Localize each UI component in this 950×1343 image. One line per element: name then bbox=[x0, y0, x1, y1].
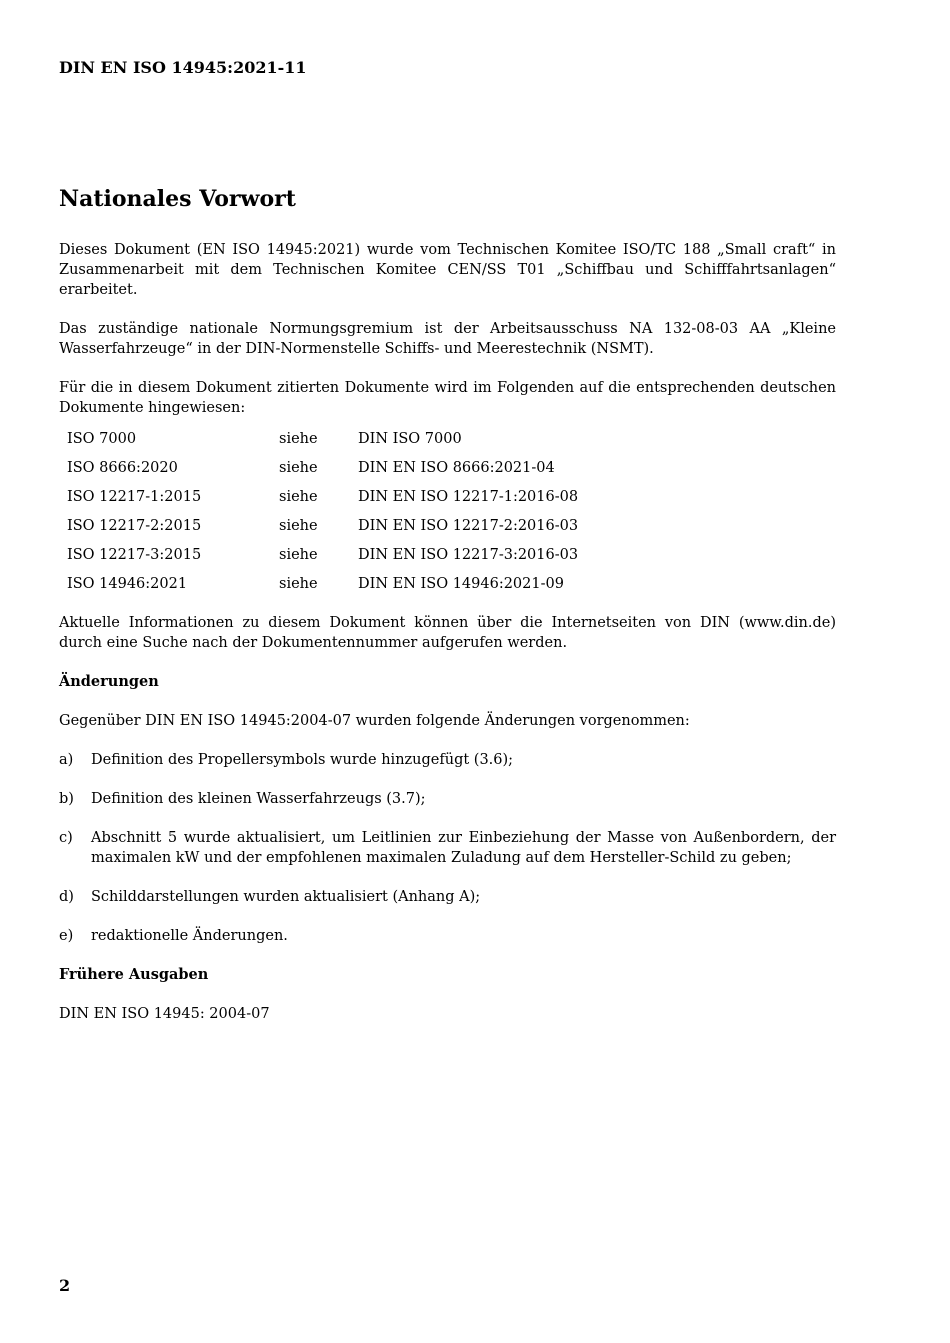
list-item-text: redaktionelle Änderungen. bbox=[91, 928, 288, 944]
din-reference: DIN EN ISO 14946:2021-09 bbox=[358, 575, 564, 592]
changes-intro: Gegenüber DIN EN ISO 14945:2004-07 wurden folgende Änderungen vorgenommen: bbox=[59, 713, 690, 729]
paragraph-committee: Das zuständige nationale Normungsgremium ist der Arbeitsausschuss NA 132-08-03 AA „Kleine Wasserfahrzeuge“ in der DIN-Normenstelle Schiffs- und Meerestechnik (NSMT). bbox=[59, 321, 836, 357]
paragraph-origin: Dieses Dokument (EN ISO 14945:2021) wurde vom Technischen Komitee ISO/TC 188 „Small craft“ in Zusammenarbeit mit dem Technischen Komitee CEN/SS T01 „Schiffbau und Schifffahrtsanlagen“ erarbeitet. bbox=[59, 242, 836, 298]
list-item bbox=[59, 789, 836, 809]
din-reference: DIN EN ISO 12217-3:2016-03 bbox=[358, 546, 579, 563]
list-marker: e) bbox=[59, 928, 74, 944]
see-label: siehe bbox=[279, 430, 318, 447]
see-label: siehe bbox=[279, 459, 318, 476]
see-label: siehe bbox=[279, 488, 318, 505]
document-id-header: DIN EN ISO 14945:2021-11 bbox=[59, 58, 307, 77]
list-item-text: Schilddarstellungen wurden aktualisiert (Anhang A); bbox=[91, 889, 481, 905]
iso-reference: ISO 12217-2:2015 bbox=[67, 517, 202, 534]
iso-reference: ISO 8666:2020 bbox=[67, 459, 178, 476]
din-reference: DIN ISO 7000 bbox=[358, 430, 462, 447]
list-item bbox=[59, 750, 836, 770]
list-item bbox=[59, 887, 836, 907]
table-row bbox=[59, 569, 658, 598]
iso-reference: ISO 7000 bbox=[67, 430, 137, 447]
list-item-text: Definition des Propellersymbols wurde hinzugefügt (3.6); bbox=[91, 752, 514, 768]
see-label: siehe bbox=[279, 575, 318, 592]
list-marker: b) bbox=[59, 791, 74, 807]
page-number: 2 bbox=[59, 1276, 71, 1295]
list-marker: d) bbox=[59, 889, 74, 905]
list-item-text: Definition des kleinen Wasserfahrzeugs (3.7); bbox=[91, 791, 426, 807]
table-row bbox=[59, 482, 658, 511]
iso-reference: ISO 14946:2021 bbox=[67, 575, 188, 592]
table-row bbox=[59, 540, 658, 569]
iso-reference: ISO 12217-3:2015 bbox=[67, 546, 202, 563]
list-item-text: Abschnitt 5 wurde aktualisiert, um Leitlinien zur Einbeziehung der Masse von Außenbordern, der maximalen kW und der empfohlenen maximalen Zuladung auf dem Hersteller-Schild zu geben; bbox=[91, 830, 836, 866]
earlier-editions-heading: Frühere Ausgaben bbox=[59, 966, 209, 983]
list-marker: c) bbox=[59, 830, 73, 846]
table-row bbox=[59, 453, 658, 482]
paragraph-references-intro: Für die in diesem Dokument zitierten Dokumente wird im Folgenden auf die entsprechenden deutschen Dokumente hingewiesen: bbox=[59, 380, 836, 416]
document-body bbox=[59, 240, 836, 1043]
see-label: siehe bbox=[279, 517, 318, 534]
din-reference: DIN EN ISO 8666:2021-04 bbox=[358, 459, 555, 476]
din-reference: DIN EN ISO 12217-2:2016-03 bbox=[358, 517, 579, 534]
table-row bbox=[59, 424, 658, 453]
reference-table bbox=[59, 424, 658, 598]
list-marker: a) bbox=[59, 752, 74, 768]
see-label: siehe bbox=[279, 546, 318, 563]
earlier-editions-text: DIN EN ISO 14945: 2004-07 bbox=[59, 1006, 270, 1022]
din-reference: DIN EN ISO 12217-1:2016-08 bbox=[358, 488, 579, 505]
paragraph-din-info: Aktuelle Informationen zu diesem Dokument können über die Internetseiten von DIN (www.din.de) durch eine Suche nach der Dokumentennummer aufgerufen werden. bbox=[59, 615, 836, 651]
list-item bbox=[59, 828, 836, 868]
list-item bbox=[59, 926, 836, 946]
changes-heading: Änderungen bbox=[59, 673, 159, 690]
section-title: Nationales Vorwort bbox=[59, 186, 296, 212]
document-page bbox=[59, 0, 836, 1343]
iso-reference: ISO 12217-1:2015 bbox=[67, 488, 202, 505]
table-row bbox=[59, 511, 658, 540]
